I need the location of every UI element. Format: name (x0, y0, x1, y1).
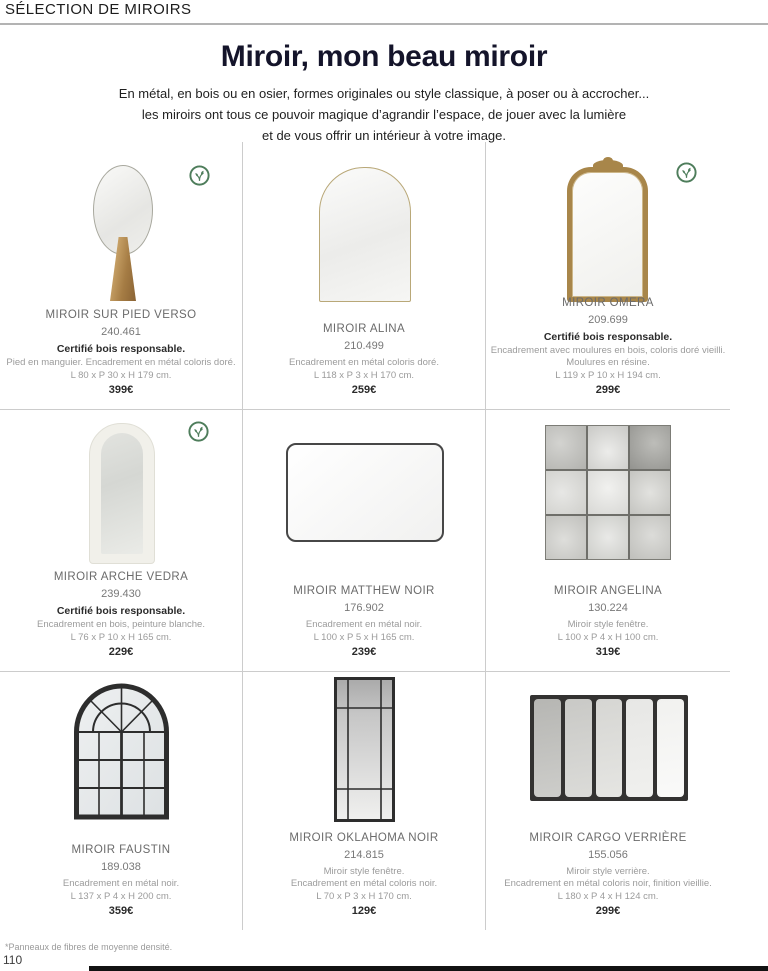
product-ref: 210.499 (344, 340, 384, 353)
product-card-angelina (486, 410, 730, 672)
product-description: Moulures en résine. (566, 357, 650, 369)
mirror-pane (630, 426, 670, 469)
product-dimensions: L 76 x P 10 x H 165 cm. (70, 631, 172, 643)
product-description: Miroir style fenêtre. (323, 865, 405, 877)
product-description: Miroir style fenêtre. (567, 619, 649, 631)
mirror-pane (565, 699, 592, 797)
product-card-verso (0, 142, 243, 410)
product-price: 319€ (595, 646, 621, 658)
product-certified: Certifié bois responsable. (56, 605, 186, 618)
product-name: MIROIR OKLAHOMA NOIR (289, 831, 439, 844)
section-kicker: SÉLECTION DE MIROIRS (5, 1, 192, 18)
product-description: Miroir style verrière. (566, 865, 650, 877)
product-card-matthew (243, 410, 486, 672)
mirror-image-omera (567, 167, 648, 302)
product-description: Encadrement avec moulures en bois, coloris doré vieilli. (490, 344, 726, 356)
product-description: Encadrement en métal noir. (62, 878, 180, 890)
product-dimensions: L 70 x P 3 x H 170 cm. (316, 890, 412, 902)
product-dimensions: L 100 x P 5 x H 165 cm. (313, 631, 415, 643)
product-name: MIROIR SUR PIED VERSO (45, 309, 197, 322)
product-card-alina (243, 142, 486, 410)
product-info (0, 571, 242, 658)
mirror-pane (630, 471, 670, 514)
product-info (486, 832, 730, 917)
product-price: 239€ (351, 646, 377, 658)
intro-line: En métal, en bois ou en osier, formes originales ou style classique, à poser ou à accrocher... (118, 86, 650, 101)
product-info (243, 323, 485, 396)
mirror-pane (596, 699, 623, 797)
product-description: Encadrement en métal coloris doré. (289, 357, 439, 369)
product-ref: 239.430 (101, 588, 141, 601)
product-price: 229€ (108, 646, 134, 658)
product-info (243, 832, 485, 917)
eco-leaf-icon (188, 421, 209, 442)
mirror-pane (588, 471, 628, 514)
mirror-glass (101, 433, 143, 554)
product-ref: 189.038 (101, 861, 141, 874)
mirror-pane (546, 426, 586, 469)
product-dimensions: L 80 x P 30 x H 179 cm. (70, 369, 172, 381)
mirror-image-verso (93, 165, 153, 301)
product-card-omera (486, 142, 730, 410)
eco-leaf-icon (189, 165, 210, 186)
product-info (0, 309, 242, 396)
product-name: MIROIR CARGO VERRIÈRE (529, 831, 687, 844)
product-name: MIROIR OMERA (562, 296, 654, 309)
mirror-image-matthew (286, 443, 444, 542)
product-info (486, 297, 730, 396)
product-dimensions: L 118 x P 3 x H 170 cm. (313, 369, 415, 381)
product-description: Pied en manguier. Encadrement en métal coloris doré. (6, 357, 236, 369)
product-price: 299€ (595, 384, 621, 396)
product-certified: Certifié bois responsable. (543, 330, 673, 343)
product-price: 259€ (351, 384, 377, 396)
product-dimensions: L 119 x P 10 x H 194 cm. (555, 369, 661, 381)
product-price: 129€ (351, 905, 377, 917)
product-name: MIROIR FAUSTIN (71, 844, 171, 857)
product-card-oklahoma (243, 672, 486, 930)
mirror-image-alina (319, 167, 411, 302)
page-number: 110 (3, 953, 23, 967)
mirror-pane (588, 426, 628, 469)
product-name: MIROIR ARCHE VEDRA (53, 571, 189, 584)
product-grid (0, 142, 730, 930)
eco-leaf-icon (676, 162, 697, 183)
mirror-image-faustin (73, 682, 170, 825)
mirror-pane (657, 699, 684, 797)
product-ref: 176.902 (344, 602, 384, 615)
product-dimensions: L 180 x P 4 x H 124 cm. (557, 890, 659, 902)
product-info (486, 585, 730, 658)
footnote: *Panneaux de fibres de moyenne densité. (5, 942, 173, 952)
product-ref: 130.224 (588, 602, 628, 615)
product-description: Encadrement en bois, peinture blanche. (37, 619, 205, 631)
product-price: 359€ (108, 905, 134, 917)
product-price: 299€ (595, 905, 621, 917)
mirror-pane (546, 516, 586, 559)
product-price: 399€ (108, 384, 134, 396)
product-certified: Certifié bois responsable. (56, 343, 186, 356)
mirror-pane (626, 699, 653, 797)
header-divider (0, 23, 768, 25)
product-description: Encadrement en métal noir. (305, 619, 423, 631)
mirror-pane (630, 516, 670, 559)
product-name: MIROIR ALINA (322, 323, 406, 336)
product-dimensions: L 137 x P 4 x H 200 cm. (70, 890, 172, 902)
mirror-pane (534, 699, 561, 797)
mirror-pane (546, 471, 586, 514)
intro-line: les miroirs ont tous ce pouvoir magique d’agrandir l’espace, de jouer avec la lumière (141, 106, 627, 122)
mirror-pane (588, 516, 628, 559)
product-ref: 155.056 (588, 848, 628, 861)
product-info (243, 585, 485, 658)
product-card-cargo (486, 672, 730, 930)
product-description: Encadrement en métal coloris noir, finition vieillie. (504, 878, 712, 890)
product-info (0, 844, 242, 917)
mirror-image-oklahoma (334, 677, 395, 827)
mirror-image-vedra (89, 423, 155, 564)
intro-line: et de vous offrir un intérieur à votre image. (262, 127, 506, 143)
product-card-vedra (0, 410, 243, 672)
product-ref: 209.699 (588, 313, 628, 326)
product-card-faustin (0, 672, 243, 930)
product-name: MIROIR ANGELINA (553, 585, 663, 598)
page-title: Miroir, mon beau miroir (220, 40, 548, 73)
product-ref: 240.461 (101, 326, 141, 339)
product-dimensions: L 100 x P 4 x H 100 cm. (557, 631, 659, 643)
intro-text (0, 84, 768, 146)
mirror-image-angelina (545, 425, 671, 560)
product-ref: 214.815 (344, 848, 384, 861)
product-description: Encadrement en métal coloris noir. (290, 878, 438, 890)
product-name: MIROIR MATTHEW NOIR (293, 585, 435, 598)
page-edge-bar (89, 966, 768, 971)
mirror-image-cargo (530, 695, 688, 801)
